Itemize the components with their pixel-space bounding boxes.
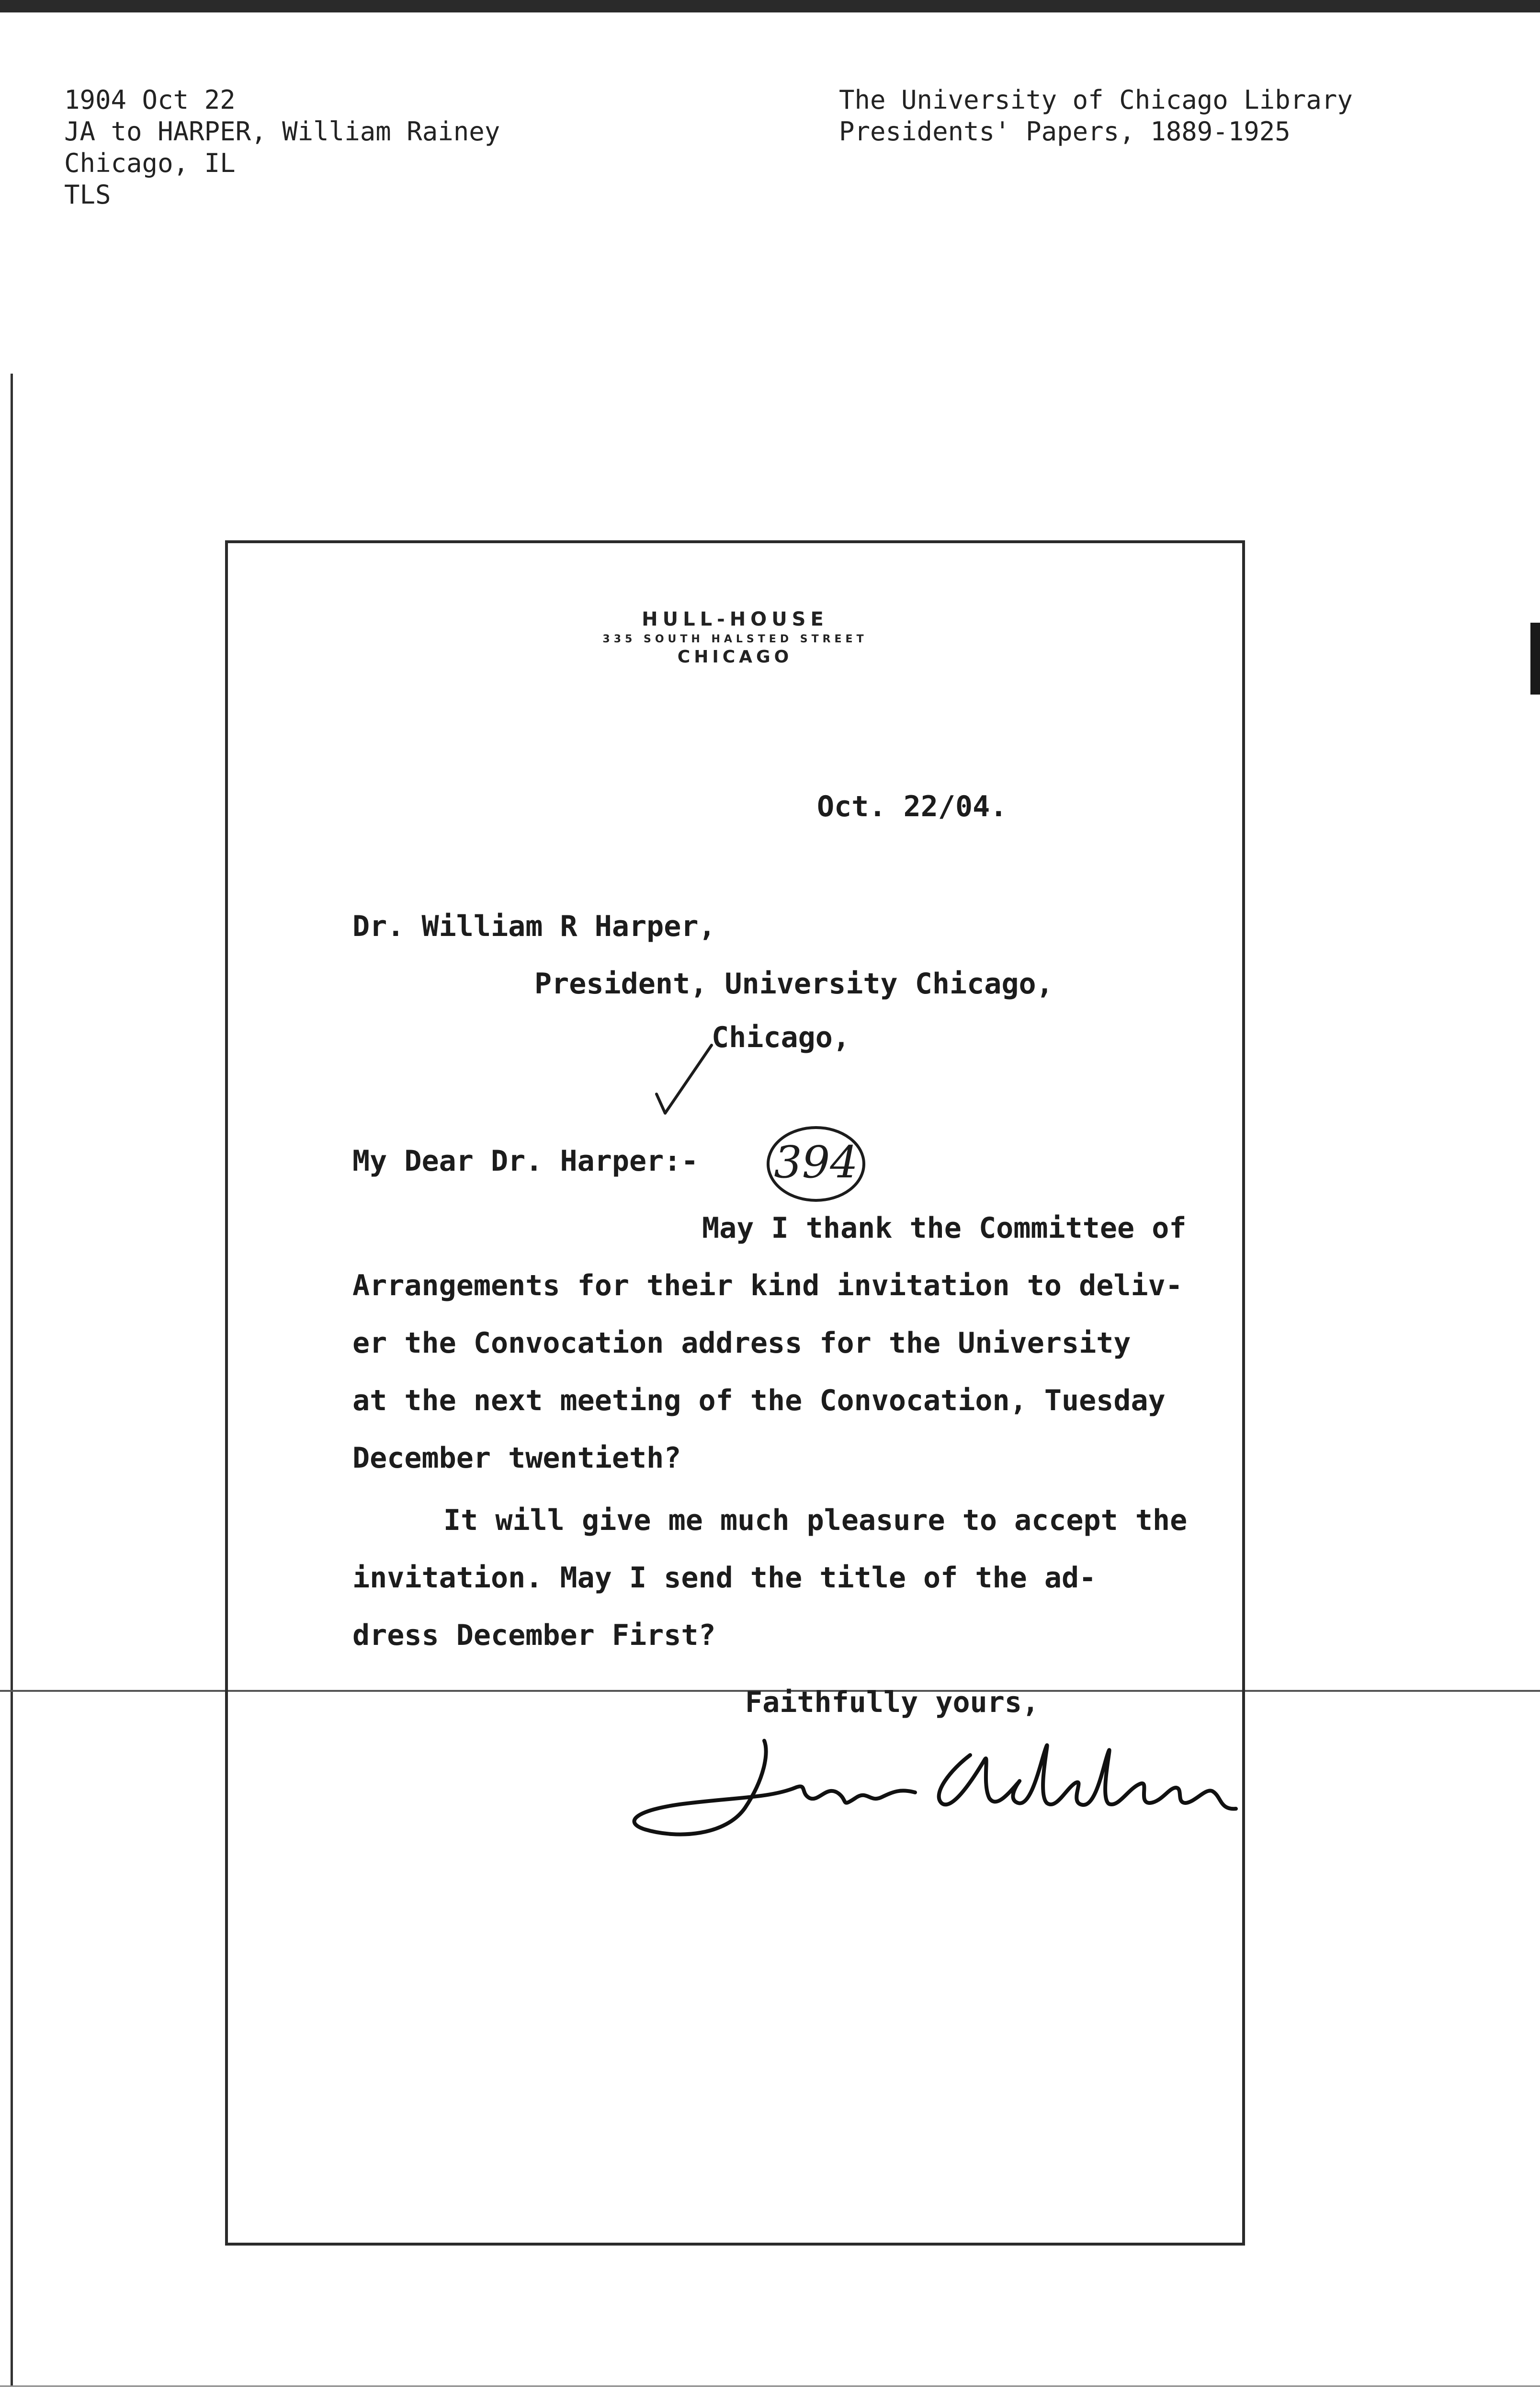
letterhead-street: 335 SOUTH HALSTED STREET bbox=[602, 633, 868, 645]
scan-top-border bbox=[0, 0, 1540, 12]
scan-bottom-line bbox=[0, 2385, 1540, 2387]
recipient-title: President, University Chicago, bbox=[534, 967, 1053, 1001]
archive-collection: Presidents' Papers, 1889-1925 bbox=[839, 116, 1291, 147]
closing: Faithfully yours, bbox=[745, 1686, 1040, 1719]
body-line-6: It will give me much pleasure to accept the bbox=[443, 1504, 1188, 1537]
body-line-4: at the next meeting of the Convocation, Tuesday bbox=[352, 1384, 1166, 1417]
archive-doc-type: TLS bbox=[64, 180, 111, 210]
letterhead-name: HULL-HOUSE bbox=[642, 608, 828, 630]
body-line-3: er the Convocation address for the University bbox=[352, 1326, 1131, 1360]
scan-left-edge bbox=[11, 374, 13, 2385]
archive-place: Chicago, IL bbox=[64, 148, 236, 178]
handwritten-number-circled bbox=[759, 1121, 874, 1207]
body-line-1: May I thank the Committee of bbox=[702, 1211, 1187, 1245]
archive-date: 1904 Oct 22 bbox=[64, 85, 236, 115]
letterhead-city: CHICAGO bbox=[677, 647, 793, 667]
archive-metadata-left bbox=[64, 84, 500, 211]
recipient-name: Dr. William R Harper, bbox=[352, 910, 716, 943]
archive-metadata-right bbox=[839, 84, 1353, 148]
signature bbox=[625, 1726, 1238, 1846]
body-line-5: December twentieth? bbox=[352, 1441, 681, 1475]
archive-correspondents: JA to HARPER, William Rainey bbox=[64, 116, 500, 147]
letter-date: Oct. 22/04. bbox=[817, 790, 1008, 823]
salutation: My Dear Dr. Harper:- bbox=[352, 1144, 699, 1178]
recipient-city: Chicago, bbox=[712, 1021, 850, 1054]
body-line-7: invitation. May I send the title of the ad- bbox=[352, 1561, 1097, 1595]
body-line-2: Arrangements for their kind invitation to deliv- bbox=[352, 1269, 1183, 1302]
check-mark-icon bbox=[652, 1041, 719, 1123]
scan-right-tab bbox=[1530, 623, 1540, 695]
body-line-8: dress December First? bbox=[352, 1619, 716, 1652]
handwritten-number: 394 bbox=[774, 1137, 858, 1188]
archive-library: The University of Chicago Library bbox=[839, 85, 1353, 115]
letterhead bbox=[228, 608, 1242, 667]
letter-sheet bbox=[225, 540, 1245, 2246]
